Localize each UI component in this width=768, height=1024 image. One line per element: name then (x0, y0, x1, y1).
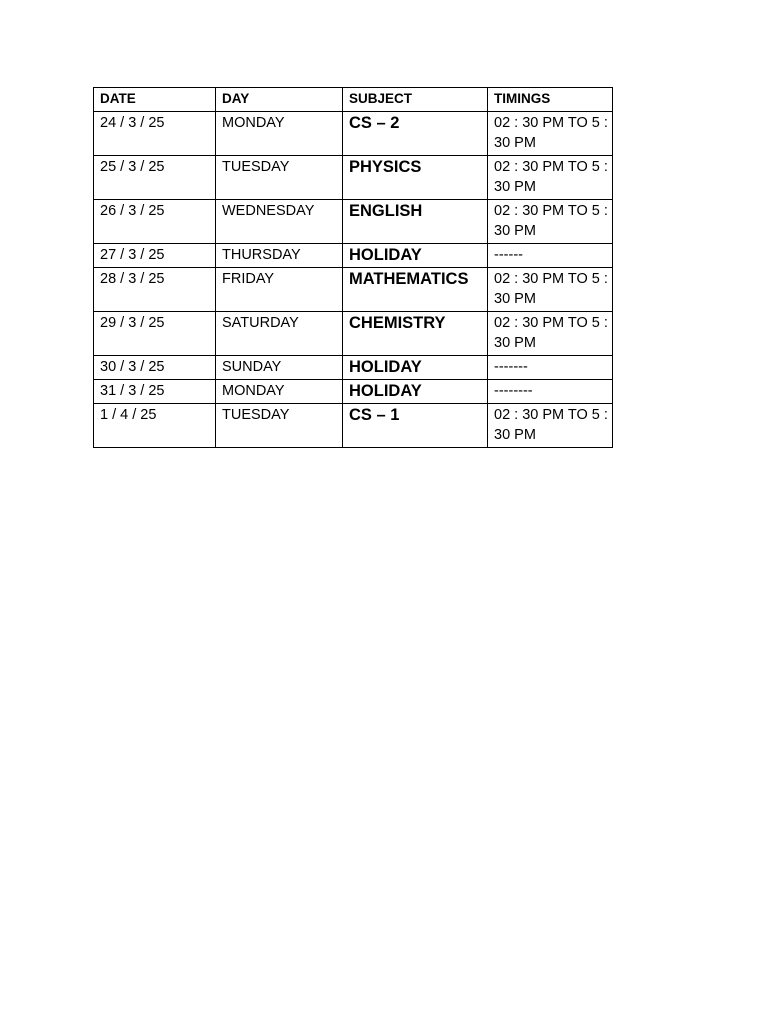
table-header-row (94, 88, 613, 112)
cell-subject: ENGLISH (343, 200, 488, 244)
cell-date: 1 / 4 / 25 (94, 404, 216, 448)
cell-day: WEDNESDAY (216, 200, 343, 244)
table-row (94, 356, 613, 380)
cell-date: 28 / 3 / 25 (94, 268, 216, 312)
table-row (94, 312, 613, 356)
cell-day: TUESDAY (216, 404, 343, 448)
cell-date: 31 / 3 / 25 (94, 380, 216, 404)
table-row (94, 244, 613, 268)
cell-subject: PHYSICS (343, 156, 488, 200)
table-row (94, 268, 613, 312)
cell-subject: HOLIDAY (343, 380, 488, 404)
cell-timings: -------- (488, 380, 613, 404)
cell-timings: 02 : 30 PM TO 5 : 30 PM (488, 312, 613, 356)
cell-subject: CS – 1 (343, 404, 488, 448)
cell-day: MONDAY (216, 112, 343, 156)
cell-subject: CS – 2 (343, 112, 488, 156)
cell-day: FRIDAY (216, 268, 343, 312)
cell-subject: HOLIDAY (343, 244, 488, 268)
cell-day: MONDAY (216, 380, 343, 404)
cell-timings: 02 : 30 PM TO 5 : 30 PM (488, 156, 613, 200)
cell-timings: 02 : 30 PM TO 5 : 30 PM (488, 268, 613, 312)
cell-subject: CHEMISTRY (343, 312, 488, 356)
cell-timings: ------- (488, 356, 613, 380)
exam-schedule-table (93, 87, 613, 448)
cell-timings: 02 : 30 PM TO 5 : 30 PM (488, 404, 613, 448)
cell-day: TUESDAY (216, 156, 343, 200)
header-subject: SUBJECT (343, 88, 488, 112)
table-row (94, 112, 613, 156)
cell-subject: MATHEMATICS (343, 268, 488, 312)
cell-timings: 02 : 30 PM TO 5 : 30 PM (488, 200, 613, 244)
cell-day: SUNDAY (216, 356, 343, 380)
cell-day: SATURDAY (216, 312, 343, 356)
header-timings: TIMINGS (488, 88, 613, 112)
cell-date: 27 / 3 / 25 (94, 244, 216, 268)
cell-date: 24 / 3 / 25 (94, 112, 216, 156)
header-day: DAY (216, 88, 343, 112)
cell-date: 25 / 3 / 25 (94, 156, 216, 200)
cell-date: 26 / 3 / 25 (94, 200, 216, 244)
cell-day: THURSDAY (216, 244, 343, 268)
cell-timings: 02 : 30 PM TO 5 : 30 PM (488, 112, 613, 156)
cell-subject: HOLIDAY (343, 356, 488, 380)
table-row (94, 200, 613, 244)
table-row (94, 156, 613, 200)
cell-date: 30 / 3 / 25 (94, 356, 216, 380)
header-date: DATE (94, 88, 216, 112)
table-row (94, 380, 613, 404)
cell-timings: ------ (488, 244, 613, 268)
cell-date: 29 / 3 / 25 (94, 312, 216, 356)
table-row (94, 404, 613, 448)
